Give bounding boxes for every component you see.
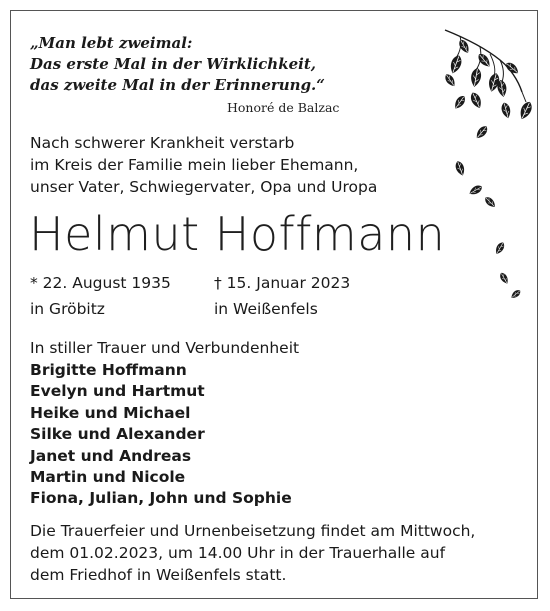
death-date: † 15. Januar 2023 [214, 274, 351, 292]
deceased-name: Helmut Hoffmann [29, 207, 446, 261]
death-place: in Weißenfels [214, 300, 318, 318]
funeral-line: Die Trauerfeier und Urnenbeisetzung findet am Mittwoch, [30, 522, 476, 540]
intro-line: im Kreis der Familie mein lieber Ehemann, [30, 156, 359, 174]
falling-leaves-branch-icon [420, 20, 535, 310]
mourner-name: Heike und Michael [30, 403, 191, 422]
mourner-name: Fiona, Julian, John und Sophie [30, 489, 292, 508]
funeral-line: dem 01.02.2023, um 14.00 Uhr in der Trauerhalle auf [30, 544, 446, 562]
mourner-name: Brigitte Hoffmann [30, 361, 187, 379]
death-info [214, 270, 350, 322]
quote-author: Honoré de Balzac [227, 100, 340, 115]
birth-info [30, 270, 171, 322]
birth-place: in Gröbitz [30, 300, 105, 318]
mourner-name: Martin und Nicole [30, 468, 186, 487]
intro-line: unser Vater, Schwiegervater, Opa und Uropa [30, 178, 378, 196]
intro-text [30, 132, 377, 198]
mourner-name: Silke und Alexander [30, 425, 205, 444]
funeral-info [30, 520, 475, 586]
intro-line: Nach schwerer Krankheit verstarb [30, 134, 295, 152]
quote [30, 33, 325, 96]
mourner-name: Evelyn und Hartmut [30, 382, 205, 401]
mourners-intro: In stiller Trauer und Verbundenheit [30, 339, 300, 357]
quote-line: „Man lebt zweimal: [30, 34, 193, 52]
funeral-line: dem Friedhof in Weißenfels statt. [30, 566, 287, 584]
mourner-name: Janet und Andreas [30, 446, 192, 465]
birth-date: * 22. August 1935 [30, 274, 171, 292]
mourners-list [30, 360, 292, 510]
quote-line: Das erste Mal in der Wirklichkeit, [30, 55, 317, 73]
quote-line: das zweite Mal in der Erinnerung.“ [30, 76, 325, 94]
